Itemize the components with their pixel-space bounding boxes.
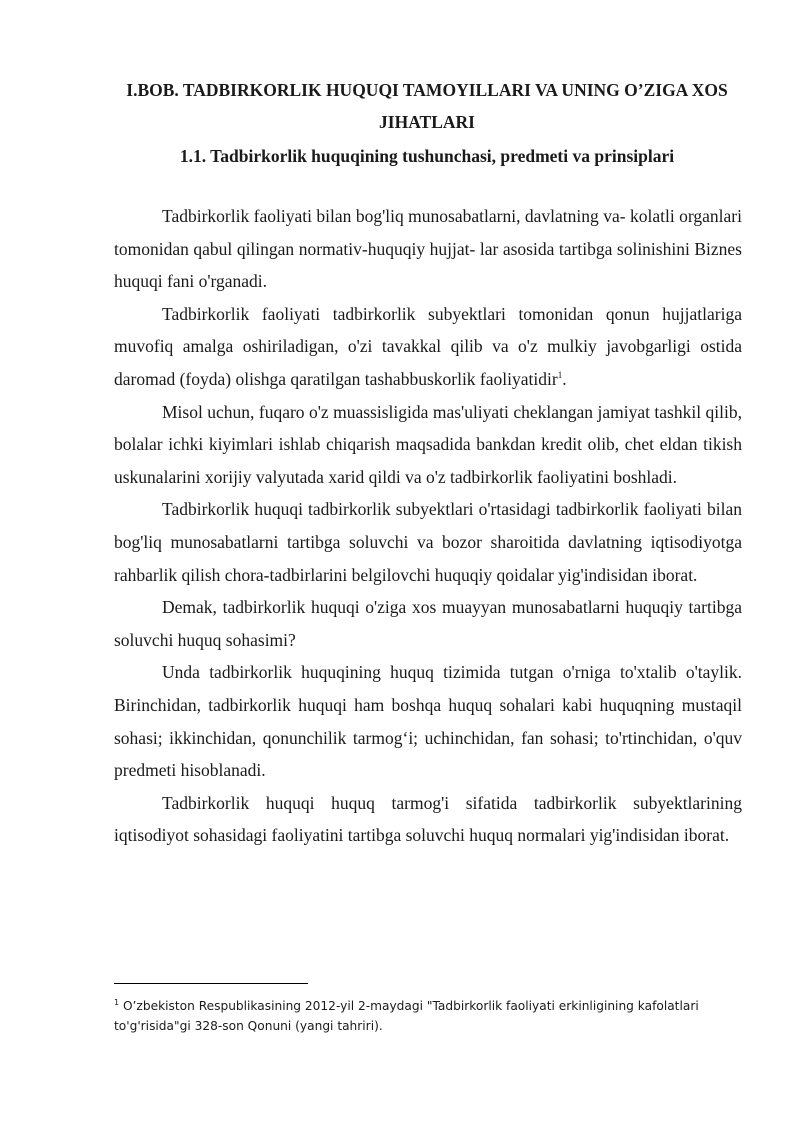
paragraph-3: Misol uchun, fuqaro o'z muassisligida mas'uliyati cheklangan jamiyat tashkil qilib, bolalar ichki kiyimlari ishlab chiqarish maqsadida bankdan kredit olib, chet eldan tikish uskunalarini xorijiy valyutada xarid qildi va o'z tadbirkorlik faoliyatini boshladi. [114, 401, 742, 487]
paragraph-7: Tadbirkorlik huquqi huquq tarmog'i sifatida tadbirkorlik subyektlarining iqtisodiyot sohasidagi faoliyatini tartibga soluvchi huquq normalari yig'indisidan iborat. [114, 792, 742, 846]
paragraph-2 [114, 298, 742, 396]
section-title: 1.1. Tadbirkorlik huquqining tushunchasi, predmeti va prinsiplari [179, 146, 675, 166]
footnote-text: O’zbekiston Respublikasining 2012-yil 2-maydagi "Tadbirkorlik faoliyati erkinligining kafolatlari to'g'risida"gi 328-son Qonuni (yangi tahriri). [114, 999, 699, 1033]
paragraph-1: Tadbirkorlik faoliyati bilan bog'liq munosabatlarni, davlatning va- kolatli organlari tomonidan qabul qilingan normativ-huquqiy hujjat- lar asosida tartibga solinishini Biznes huquqi fani o'rganadi. [114, 206, 742, 292]
footnote-marker: 1 [114, 997, 120, 1007]
footnote [114, 997, 742, 1036]
footnote-separator [114, 983, 308, 984]
paragraph-6: Unda tadbirkorlik huquqining huquq tizimida tutgan o'rniga to'xtalib o'taylik. Birinchidan, tadbirkorlik huquqi ham boshqa huquq sohalari kabi huquqning mustaqil sohasi; ikkinchidan, qonunchilik tarmog‘i; uchinchidan, fan sohasi; to'rtinchidan, o'quv predmeti hisoblanadi. [114, 662, 742, 781]
paragraph-2-end: . [562, 368, 567, 389]
body-text [114, 200, 742, 852]
paragraph-5: Demak, tadbirkorlik huquqi o'ziga xos muayyan munosabatlarni huquqiy tartibga soluvchi huquq sohasimi? [114, 597, 742, 650]
paragraph-4: Tadbirkorlik huquqi tadbirkorlik subyektlari o'rtasidagi tadbirkorlik faoliyati bilan bog'liq munosabatlarni tartibga soluvchi va bozor sharoitida davlatning iqtisodiyotga rahbarlik qilish chora-tadbirlarini belgilovchi huquqiy qoidalar yig'indisidan iborat. [114, 499, 742, 585]
paragraph-2-text: Tadbirkorlik faoliyati tadbirkorlik subyektlari tomonidan qonun hujjatlariga muvofiq amalga oshiriladigan, o'zi tavakkal qilib va o'z mulkiy javobgarligi ostida daromad (foyda) olishga qaratilgan tashabbuskorlik faoliyatidir [114, 303, 742, 389]
chapter-title: I.BOB. TADBIRKORLIK HUQUQI TAMOYILLARI VA UNING O’ZIGA XOS JIHATLARI [126, 80, 728, 132]
footnote-reference[interactable]: 1 [557, 370, 563, 381]
